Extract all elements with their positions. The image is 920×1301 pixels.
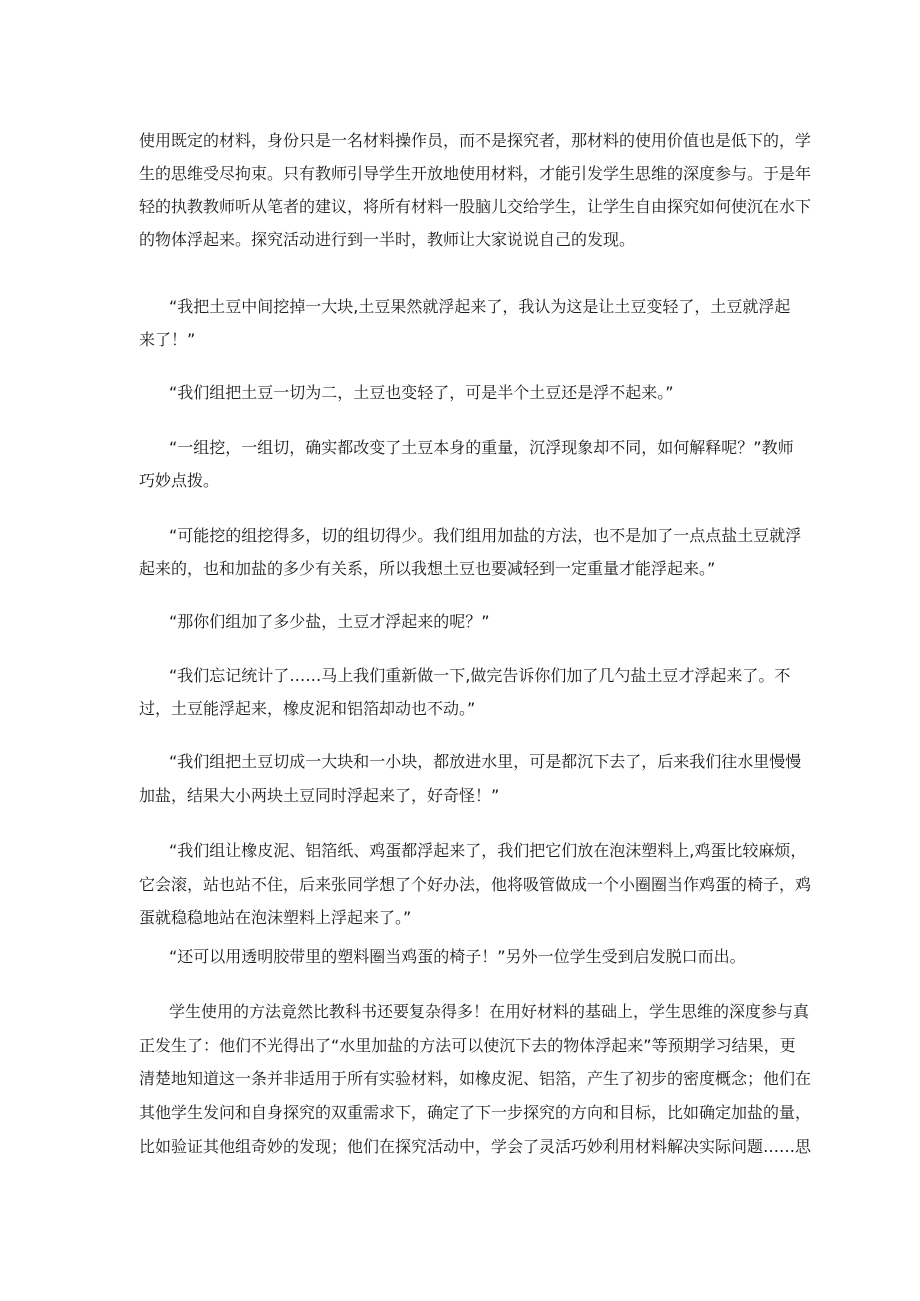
- text-line: 来了！”: [139, 330, 196, 349]
- text-line: “一组挖，一组切，确实都改变了土豆本身的重量，沉浮现象却不同，如何解释呢？”教师: [169, 438, 794, 457]
- text-line: “那你们组加了多少盐，土豆才浮起来的呢？”: [169, 612, 490, 631]
- text-line: “可能挖的组挖得多，切的组切得少。我们组用加盐的方法，也不是加了一点点盐土豆就浮: [169, 526, 802, 545]
- text-line: 清楚地知道这一条并非适用于所有实验材料，如橡皮泥、铝箔，产生了初步的密度概念；他们在: [139, 1069, 812, 1088]
- text-line: 它会滚，站也站不住，后来张同学想了个好办法，他将吸管做成一个小圈圈当作鸡蛋的椅子，鸡: [139, 875, 812, 894]
- text-line: 蛋就稳稳地站在泡沫塑料上浮起来了。”: [139, 908, 412, 927]
- text-line: 比如验证其他组奇妙的发现；他们在探究活动中，学会了灵活巧妙利用材料解决实际问题……思: [139, 1137, 812, 1156]
- text-line: “还可以用透明胶带里的塑料圈当鸡蛋的椅子！”另外一位学生受到启发脱口而出。: [169, 947, 746, 966]
- text-line: 学生使用的方法竟然比教科书还要复杂得多！在用好材料的基础上，学生思维的深度参与真: [169, 1002, 810, 1021]
- text-line: 巧妙点拨。: [139, 471, 220, 490]
- text-line: 其他学生发问和自身探究的双重需求下，确定了下一步探究的方向和目标，比如确定加盐的量，: [139, 1103, 812, 1122]
- text-line: “我把土豆中间挖掉一大块,土豆果然就浮起来了，我认为这是让土豆变轻了，土豆就浮起: [169, 297, 791, 316]
- text-line: 生的思维受尽拘束。只有教师引导学生开放地使用材料，才能引发学生思维的深度参与。于是年: [139, 164, 812, 183]
- text-line: 的物体浮起来。探究活动进行到一半时，教师让大家说说自己的发现。: [139, 230, 636, 249]
- text-line: 轻的执教教师听从笔者的建议，将所有材料一股脑儿交给学生，让学生自由探究如何使沉在水下: [139, 197, 812, 216]
- text-line: “我们组把土豆切成一大块和一小块，都放进水里，可是都沉下去了，后来我们往水里慢慢: [169, 752, 802, 771]
- text-line: 起来的，也和加盐的多少有关系，所以我想土豆也要减轻到一定重量才能浮起来。”: [139, 559, 716, 578]
- text-line: “我们组把土豆一切为二，土豆也变轻了，可是半个土豆还是浮不起来。”: [169, 383, 674, 402]
- text-line: 加盐，结果大小两块土豆同时浮起来了，好奇怪！”: [139, 786, 500, 805]
- text-line: 正发生了：他们不光得出了“水里加盐的方法可以使沉下去的物体浮起来”等预期学习结果，更: [139, 1036, 796, 1055]
- text-line: “我们忘记统计了……马上我们重新做一下,做完告诉你们加了几勺盐土豆才浮起来了。不: [169, 666, 791, 685]
- text-line: 使用既定的材料，身份只是一名材料操作员，而不是探究者，那材料的使用价值也是低下的，学: [139, 131, 812, 150]
- text-line: 过，土豆能浮起来，橡皮泥和铝箔却动也不动。”: [139, 699, 476, 718]
- text-line: “我们组让橡皮泥、铝箔纸、鸡蛋都浮起来了，我们把它们放在泡沫塑料上,鸡蛋比较麻烦，: [169, 841, 807, 860]
